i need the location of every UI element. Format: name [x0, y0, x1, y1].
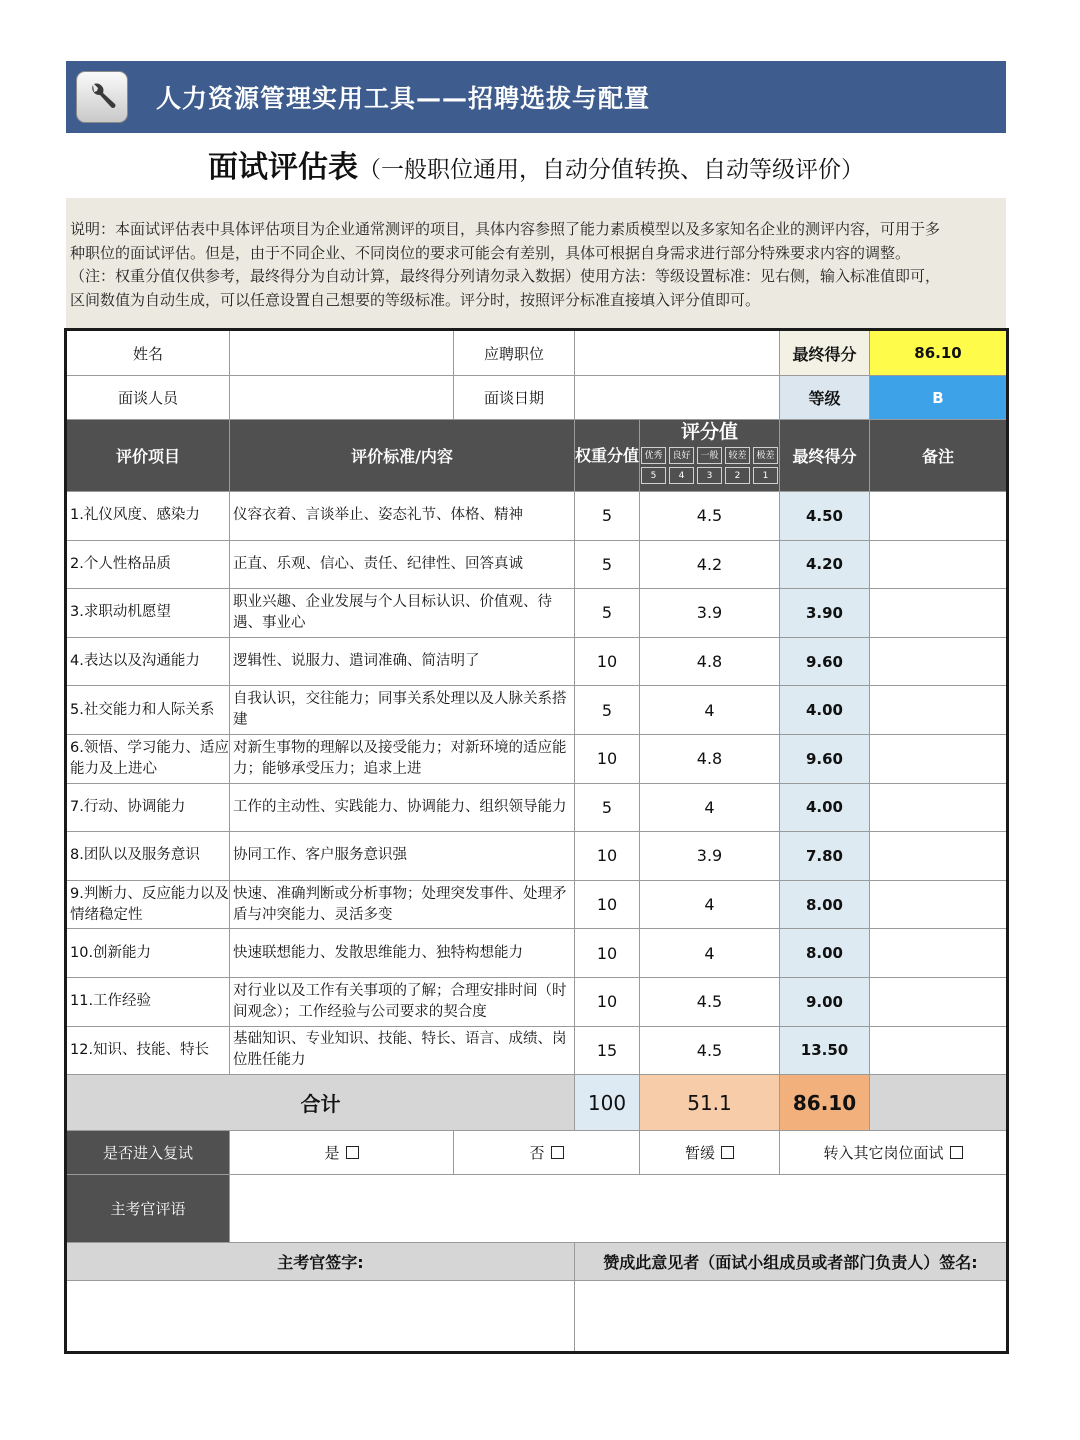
approver-signature-field[interactable]: [575, 1281, 1008, 1353]
row-standard: 正直、乐观、信心、责任、纪律性、回答真诚: [230, 540, 575, 589]
total-note: [870, 1075, 1008, 1131]
row-note[interactable]: [870, 734, 1008, 783]
row-weight[interactable]: 10: [575, 637, 640, 686]
row-standard: 对新生事物的理解以及接受能力；对新环境的适应能力；能够承受压力；追求上进: [230, 734, 575, 783]
table-row: [66, 1026, 1008, 1075]
examiner-signature-field[interactable]: [66, 1281, 575, 1353]
wrench-icon: [76, 71, 128, 123]
checkbox-icon[interactable]: [346, 1146, 359, 1159]
row-item: 4.表达以及沟通能力: [66, 637, 230, 686]
row-weight[interactable]: 5: [575, 589, 640, 638]
col-item-header: 评价项目: [66, 420, 230, 492]
table-row: [66, 977, 1008, 1026]
interviewer-field[interactable]: [230, 376, 454, 420]
row-standard: 对行业以及工作有关事项的了解；合理安排时间（时间观念）；工作经验与公司要求的契合度: [230, 977, 575, 1026]
row-final: 7.80: [780, 832, 870, 881]
table-row: [66, 734, 1008, 783]
level-label: 较差: [725, 447, 750, 464]
row-final: 4.50: [780, 492, 870, 541]
table-row: [66, 783, 1008, 832]
retest-postpone-option[interactable]: [640, 1131, 780, 1175]
level-value: 5: [641, 467, 666, 484]
row-item: 8.团队以及服务意识: [66, 832, 230, 881]
row-weight[interactable]: 10: [575, 734, 640, 783]
row-final: 3.90: [780, 589, 870, 638]
date-label: 面谈日期: [454, 376, 575, 420]
level-label: 一般: [697, 447, 722, 464]
row-score[interactable]: 4: [640, 686, 780, 735]
final-score-value: 86.10: [870, 330, 1008, 376]
row-final: 9.00: [780, 977, 870, 1026]
row-note[interactable]: [870, 492, 1008, 541]
row-final: 8.00: [780, 880, 870, 929]
position-label: 应聘职位: [454, 330, 575, 376]
description-line: 种职位的面试评估。但是，由于不同企业、不同岗位的要求可能会有差别，具体可根据自身需求进行部分特殊要求内容的调整。: [70, 243, 911, 262]
checkbox-icon[interactable]: [721, 1146, 734, 1159]
row-final: 8.00: [780, 929, 870, 978]
row-item: 11.工作经验: [66, 977, 230, 1026]
description-line: 区间数值为自动生成，可以任意设置自己想要的等级标准。评分时，按照评分标准直接填入评分值即可。: [70, 290, 761, 309]
retest-yes-option[interactable]: [230, 1131, 454, 1175]
comments-field[interactable]: [230, 1175, 1008, 1243]
col-weight-header: 权重分值: [575, 420, 640, 492]
row-note[interactable]: [870, 832, 1008, 881]
examiner-signature-label: 主考官签字:: [66, 1243, 575, 1281]
col-standard-header: 评价标准/内容: [230, 420, 575, 492]
approver-signature-label: 赞成此意见者（面试小组成员或者部门负责人）签名:: [575, 1243, 1008, 1281]
level-label: 良好: [669, 447, 694, 464]
row-standard: 基础知识、专业知识、技能、特长、语言、成绩、岗位胜任能力: [230, 1026, 575, 1075]
row-score[interactable]: 4.5: [640, 1026, 780, 1075]
position-field[interactable]: [575, 330, 780, 376]
score-title: 评分值: [680, 421, 738, 443]
description-box: [66, 198, 1006, 329]
row-standard: 快速联想能力、发散思维能力、独特构想能力: [230, 929, 575, 978]
row-weight[interactable]: 10: [575, 880, 640, 929]
table-row: [66, 637, 1008, 686]
retest-transfer-option[interactable]: [780, 1131, 1008, 1175]
row-note[interactable]: [870, 1026, 1008, 1075]
row-item: 6.领悟、学习能力、适应能力及上进心: [66, 734, 230, 783]
signature-row: [66, 1281, 1008, 1353]
signature-header-row: [66, 1243, 1008, 1281]
column-header-row: [66, 420, 1008, 492]
row-final: 9.60: [780, 734, 870, 783]
row-weight[interactable]: 15: [575, 1026, 640, 1075]
info-row-1: [66, 330, 1008, 376]
row-note[interactable]: [870, 540, 1008, 589]
row-item: 10.创新能力: [66, 929, 230, 978]
total-label: 合计: [66, 1075, 575, 1131]
description-line: （注：权重分值仅供参考，最终得分为自动计算，最终得分列请勿录入数据）使用方法：等级设置标准：见右侧，输入标准值即可，: [70, 267, 941, 285]
level-label: 优秀: [641, 447, 666, 464]
row-weight[interactable]: 10: [575, 977, 640, 1026]
level-label: 极差: [753, 447, 778, 464]
final-score-label: 最终得分: [780, 330, 870, 376]
title-main: 面试评估表: [208, 150, 358, 185]
comments-row: [66, 1175, 1008, 1243]
checkbox-icon[interactable]: [551, 1146, 564, 1159]
retest-row: [66, 1131, 1008, 1175]
name-label: 姓名: [66, 330, 230, 376]
row-final: 4.20: [780, 540, 870, 589]
row-weight[interactable]: 5: [575, 492, 640, 541]
row-score[interactable]: 4.8: [640, 734, 780, 783]
page-title: [66, 140, 1006, 196]
grade-label: 等级: [780, 376, 870, 420]
date-field[interactable]: [575, 376, 780, 420]
retest-transfer-label: 转入其它岗位面试: [823, 1144, 944, 1163]
row-item: 2.个人性格品质: [66, 540, 230, 589]
interviewer-label: 面谈人员: [66, 376, 230, 420]
table-row: [66, 492, 1008, 541]
row-note[interactable]: [870, 783, 1008, 832]
retest-yes-label: 是: [324, 1144, 340, 1163]
row-score[interactable]: 4.5: [640, 977, 780, 1026]
row-item: 12.知识、技能、特长: [66, 1026, 230, 1075]
row-note[interactable]: [870, 880, 1008, 929]
score-scale: [640, 445, 779, 484]
row-item: 1.礼仪风度、感染力: [66, 492, 230, 541]
row-weight[interactable]: 10: [575, 832, 640, 881]
title-sub: （一般职位通用，自动分值转换、自动等级评价）: [358, 157, 864, 183]
total-row: [66, 1075, 1008, 1131]
row-note[interactable]: [870, 589, 1008, 638]
row-final: 4.00: [780, 783, 870, 832]
row-note[interactable]: [870, 977, 1008, 1026]
row-standard: 工作的主动性、实践能力、协调能力、组织领导能力: [230, 783, 575, 832]
row-final: 4.00: [780, 686, 870, 735]
col-note-header: 备注: [870, 420, 1008, 492]
table-row: [66, 540, 1008, 589]
row-score[interactable]: 4.2: [640, 540, 780, 589]
row-score[interactable]: 4.8: [640, 637, 780, 686]
row-item: 7.行动、协调能力: [66, 783, 230, 832]
row-score[interactable]: 4: [640, 783, 780, 832]
retest-no-label: 否: [529, 1144, 545, 1163]
row-weight[interactable]: 5: [575, 783, 640, 832]
level-value: 1: [753, 467, 778, 484]
retest-no-option[interactable]: [454, 1131, 640, 1175]
banner-title: 人力资源管理实用工具——招聘选拔与配置: [156, 84, 651, 113]
row-score[interactable]: 4: [640, 929, 780, 978]
level-value: 3: [697, 467, 722, 484]
table-row: [66, 929, 1008, 978]
level-value: 2: [725, 467, 750, 484]
total-weight: 100: [575, 1075, 640, 1131]
table-row: [66, 589, 1008, 638]
row-standard: 职业兴趣、企业发展与个人目标认识、价值观、待遇、事业心: [230, 589, 575, 638]
row-item: 9.判断力、反应能力以及情绪稳定性: [66, 880, 230, 929]
row-note[interactable]: [870, 637, 1008, 686]
row-weight[interactable]: 5: [575, 686, 640, 735]
row-item: 5.社交能力和人际关系: [66, 686, 230, 735]
level-value: 4: [669, 467, 694, 484]
total-score: 51.1: [640, 1075, 780, 1131]
table-row: [66, 880, 1008, 929]
row-score[interactable]: 3.9: [640, 589, 780, 638]
col-score-header: [640, 420, 780, 492]
row-standard: 协同工作、客户服务意识强: [230, 832, 575, 881]
grade-value: B: [870, 376, 1008, 420]
row-standard: 自我认识，交往能力；同事关系处理以及人脉关系搭建: [230, 686, 575, 735]
row-weight[interactable]: 5: [575, 540, 640, 589]
retest-postpone-label: 暂缓: [684, 1144, 715, 1163]
row-note[interactable]: [870, 686, 1008, 735]
name-field[interactable]: [230, 330, 454, 376]
comments-label: 主考官评语: [66, 1175, 230, 1243]
info-row-2: [66, 376, 1008, 420]
row-final: 13.50: [780, 1026, 870, 1075]
row-weight[interactable]: 10: [575, 929, 640, 978]
table-row: [66, 686, 1008, 735]
total-final: 86.10: [780, 1075, 870, 1131]
row-score[interactable]: 4.5: [640, 492, 780, 541]
row-final: 9.60: [780, 637, 870, 686]
row-note[interactable]: [870, 929, 1008, 978]
row-score[interactable]: 3.9: [640, 832, 780, 881]
row-standard: 逻辑性、说服力、遣词准确、简洁明了: [230, 637, 575, 686]
row-standard: 快速、准确判断或分析事物；处理突发事件、处理矛盾与冲突能力、灵活多变: [230, 880, 575, 929]
table-row: [66, 832, 1008, 881]
row-standard: 仪容衣着、言谈举止、姿态礼节、体格、精神: [230, 492, 575, 541]
row-item: 3.求职动机愿望: [66, 589, 230, 638]
checkbox-icon[interactable]: [950, 1146, 963, 1159]
col-final-header: 最终得分: [780, 420, 870, 492]
header-banner: [66, 61, 1006, 133]
evaluation-table: [64, 328, 1009, 1354]
row-score[interactable]: 4: [640, 880, 780, 929]
description-line: 说明：本面试评估表中具体评估项目为企业通常测评的项目，具体内容参照了能力素质模型以及多家知名企业的测评内容，可用于多: [70, 220, 941, 238]
retest-label: 是否进入复试: [66, 1131, 230, 1175]
